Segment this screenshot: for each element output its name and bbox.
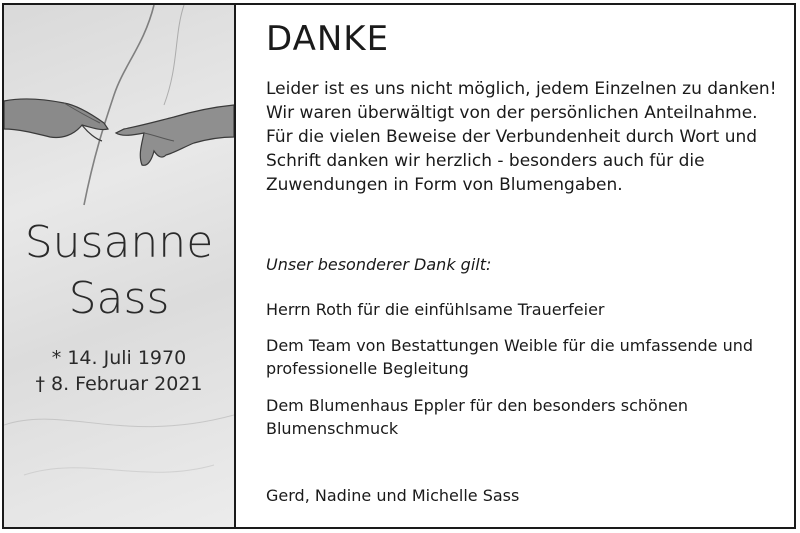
special-thanks-heading: Unser besonderer Dank gilt: (266, 255, 492, 274)
birth-date: * 14. Juli 1970 (51, 347, 187, 369)
thanks-item: Dem Blumenhaus Eppler für den besonders schönen Blumenschmuck (266, 396, 688, 438)
thanks-item: Dem Team von Bestattungen Weible für die umfassende und professionelle Begleitung (266, 336, 753, 378)
family-signature: Gerd, Nadine und Michelle Sass (266, 486, 520, 505)
deceased-last-name: Sass (68, 273, 170, 324)
notice-frame (2, 3, 796, 529)
memorial-panel (4, 5, 236, 527)
notice-heading: DANKE (266, 19, 390, 59)
death-date: † 8. Februar 2021 (35, 373, 203, 395)
intro-paragraph: Leider ist es uns nicht möglich, jedem Einzelnen zu danken! Wir waren überwältigt von der persönlichen Anteilnahme. Für die vielen Beweise der Verbundenheit durch Wort und Schrift danken wir herzlich - besonders auch für die Zuwendungen in Form von Blumengaben. (266, 79, 777, 195)
deceased-first-name: Susanne (24, 217, 214, 268)
thanks-item: Herrn Roth für die einfühlsame Trauerfeier (266, 300, 605, 319)
